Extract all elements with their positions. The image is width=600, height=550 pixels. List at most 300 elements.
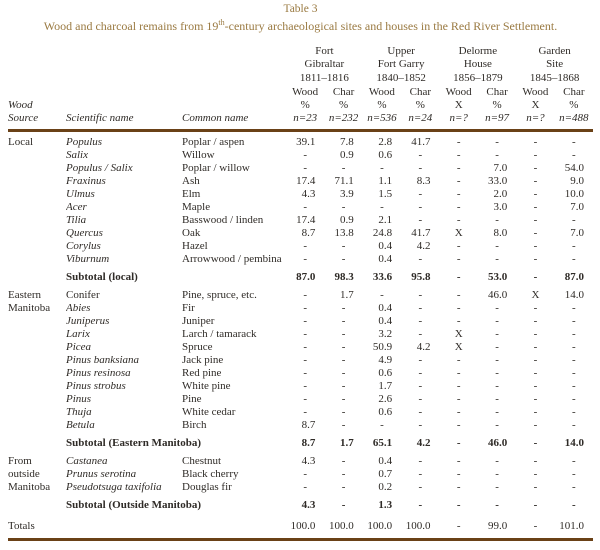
sample-size-label: n=488 xyxy=(559,111,589,124)
value-cell: - xyxy=(418,288,423,301)
species-row xyxy=(8,253,593,266)
common-name-cell: White cedar xyxy=(182,405,236,418)
value-cell: - xyxy=(456,239,461,252)
common-name-cell: Oak xyxy=(182,226,201,239)
value-cell: - xyxy=(456,161,461,174)
wood-charcoal-table xyxy=(8,44,593,541)
table-caption xyxy=(8,16,593,33)
unit-label: X xyxy=(454,98,463,111)
value-cell: 2.0 xyxy=(493,187,508,200)
value-cell: X xyxy=(454,327,463,340)
totals-label: Totals xyxy=(8,519,35,532)
value-cell: - xyxy=(533,314,538,327)
value-cell: 24.8 xyxy=(372,226,393,239)
value-cell: 0.9 xyxy=(340,148,354,161)
value-cell: - xyxy=(571,340,576,353)
common-name-cell: Red pine xyxy=(182,366,222,379)
value-cell: - xyxy=(495,392,499,405)
subcolumn-header xyxy=(555,85,593,130)
species-row xyxy=(8,240,593,253)
value-cell: - xyxy=(456,213,461,226)
scientific-name-cell: Ulmus xyxy=(66,187,95,200)
value-cell: - xyxy=(418,379,423,392)
value-cell: - xyxy=(495,353,499,366)
material-label: Wood xyxy=(445,85,472,98)
common-name-cell: Willow xyxy=(182,148,215,161)
common-name-cell: Jack pine xyxy=(182,353,224,366)
value-cell: 100.0 xyxy=(290,519,316,532)
species-row xyxy=(8,367,593,380)
totals-row xyxy=(8,517,593,540)
common-name-cell: Douglas fir xyxy=(182,480,232,493)
value-cell: 17.4 xyxy=(296,213,316,226)
value-cell: - xyxy=(341,301,346,314)
value-cell: - xyxy=(341,252,346,265)
value-cell: - xyxy=(533,436,538,449)
value-cell: - xyxy=(495,213,499,226)
value-cell: - xyxy=(418,161,423,174)
value-cell: - xyxy=(456,314,461,327)
subtotal-row xyxy=(8,266,593,289)
value-cell: - xyxy=(456,418,461,431)
common-name-cell: Juniper xyxy=(182,314,215,327)
value-cell: 0.4 xyxy=(378,301,393,314)
source-cell xyxy=(8,354,66,367)
value-cell: - xyxy=(495,148,499,161)
common-name-cell: Basswood / linden xyxy=(182,213,264,226)
unit-label: % xyxy=(569,98,579,111)
value-cell: - xyxy=(341,405,346,418)
species-row xyxy=(8,328,593,341)
value-cell: 8.7 xyxy=(301,436,316,449)
value-cell: - xyxy=(456,379,461,392)
value-cell: 7.0 xyxy=(493,161,508,174)
table-header xyxy=(8,44,593,130)
species-row xyxy=(8,393,593,406)
value-cell: - xyxy=(418,498,423,511)
common-name-cell: Maple xyxy=(182,200,211,213)
sample-size-label: n=24 xyxy=(408,111,433,124)
species-row xyxy=(8,289,593,302)
value-cell: - xyxy=(571,418,576,431)
value-cell: 1.7 xyxy=(340,288,354,301)
scientific-name-cell: Pinus strobus xyxy=(66,379,126,392)
sample-size-label: n=? xyxy=(526,111,545,124)
value-cell: - xyxy=(456,187,461,200)
common-name-cell: Birch xyxy=(182,418,207,431)
scientific-name-cell: Larix xyxy=(66,327,90,340)
value-cell: 87.0 xyxy=(296,270,316,283)
value-cell: - xyxy=(418,353,423,366)
scientific-name-cell: Tilia xyxy=(66,213,87,226)
material-label: Char xyxy=(563,85,585,98)
source-cell: outside xyxy=(8,467,40,480)
value-cell: 2.6 xyxy=(378,392,393,405)
value-cell: 14.0 xyxy=(564,436,584,449)
common-name-cell: Black cherry xyxy=(182,467,239,480)
value-cell: - xyxy=(303,392,308,405)
subtotal-label: Subtotal (Eastern Manitoba) xyxy=(66,436,202,449)
common-name-cell: Elm xyxy=(182,187,201,200)
value-cell: - xyxy=(418,314,423,327)
subtotal-label: Subtotal (Outside Manitoba) xyxy=(66,498,202,511)
scientific-name-cell: Populus / Salix xyxy=(66,161,133,174)
value-cell: 46.0 xyxy=(488,436,508,449)
sample-size-label: n=97 xyxy=(485,111,510,124)
value-cell: 33.6 xyxy=(372,270,393,283)
value-cell: 101.0 xyxy=(559,519,584,532)
value-cell: - xyxy=(571,379,576,392)
value-cell: 8.7 xyxy=(301,418,316,431)
value-cell: - xyxy=(341,467,346,480)
value-cell: - xyxy=(380,418,384,431)
unit-label: % xyxy=(377,98,387,111)
source-cell xyxy=(8,201,66,214)
value-cell: - xyxy=(571,405,576,418)
scientific-name-cell: Conifer xyxy=(66,288,100,301)
value-cell: 98.3 xyxy=(334,270,354,283)
value-cell: - xyxy=(571,366,576,379)
value-cell: 3.0 xyxy=(493,200,508,213)
value-cell: - xyxy=(571,454,576,467)
species-row xyxy=(8,481,593,494)
value-cell: - xyxy=(303,239,308,252)
value-cell: - xyxy=(533,270,538,283)
unit-label: % xyxy=(492,98,502,111)
value-cell: - xyxy=(456,270,461,283)
value-cell: - xyxy=(418,418,423,431)
value-cell: - xyxy=(456,467,461,480)
table-number: Table 3 xyxy=(283,3,318,15)
site-name-header: Garden Site xyxy=(538,45,571,70)
sample-size-label: n=? xyxy=(449,111,468,124)
value-cell: - xyxy=(456,200,461,213)
common-name-cell: Fir xyxy=(182,301,195,314)
value-cell: - xyxy=(303,467,308,480)
value-cell: 33.0 xyxy=(488,174,508,187)
value-cell: - xyxy=(533,405,538,418)
source-cell: From xyxy=(8,454,32,467)
value-cell: - xyxy=(303,200,308,213)
value-cell: - xyxy=(495,480,499,493)
value-cell: - xyxy=(418,200,423,213)
source-cell xyxy=(8,494,66,517)
value-cell: - xyxy=(303,353,308,366)
value-cell: - xyxy=(341,498,346,511)
source-cell xyxy=(8,188,66,201)
species-row xyxy=(8,419,593,432)
value-cell: - xyxy=(533,252,538,265)
value-cell: 13.8 xyxy=(334,226,354,239)
scientific-name-cell: Viburnum xyxy=(66,252,110,265)
value-cell: 46.0 xyxy=(488,288,508,301)
value-cell: 87.0 xyxy=(564,270,584,283)
material-label: Wood xyxy=(292,85,319,98)
species-row xyxy=(8,380,593,393)
value-cell: - xyxy=(341,314,346,327)
value-cell: - xyxy=(341,480,346,493)
common-name-cell: Spruce xyxy=(182,340,213,353)
source-cell xyxy=(8,367,66,380)
table-title-block xyxy=(8,3,593,33)
value-cell: - xyxy=(495,379,499,392)
scientific-name-cell: Betula xyxy=(66,418,95,431)
value-cell: - xyxy=(341,239,346,252)
subtotal-label: Subtotal (local) xyxy=(66,270,138,283)
value-cell: - xyxy=(495,498,499,511)
value-cell: - xyxy=(533,327,538,340)
value-cell: 7.8 xyxy=(340,135,354,148)
value-cell: 53.0 xyxy=(488,270,508,283)
common-name-cell: Pine xyxy=(182,392,202,405)
value-cell: - xyxy=(456,135,461,148)
material-label: Char xyxy=(409,85,431,98)
species-row xyxy=(8,201,593,214)
site-name-header: Upper Fort Garry xyxy=(377,45,425,70)
value-cell: 100.0 xyxy=(405,519,431,532)
species-row xyxy=(8,354,593,367)
value-cell: - xyxy=(456,405,461,418)
unit-label: % xyxy=(300,98,310,111)
source-cell xyxy=(8,328,66,341)
value-cell: - xyxy=(341,200,346,213)
column-header-scientific-name: Scientific name xyxy=(66,44,182,130)
value-cell: 3.2 xyxy=(378,327,393,340)
value-cell: - xyxy=(495,467,499,480)
value-cell: 0.6 xyxy=(378,148,393,161)
source-cell: Eastern xyxy=(8,288,41,301)
value-cell: - xyxy=(571,314,576,327)
value-cell: - xyxy=(456,498,461,511)
value-cell: 1.7 xyxy=(378,379,393,392)
value-cell: 2.8 xyxy=(378,135,393,148)
value-cell: 1.1 xyxy=(378,174,393,187)
common-name-cell: Arrowwood / pembina xyxy=(182,252,282,265)
value-cell: 17.4 xyxy=(296,174,316,187)
scientific-name-cell: Castanea xyxy=(66,454,108,467)
value-cell: 0.6 xyxy=(378,405,393,418)
value-cell: - xyxy=(495,418,499,431)
source-cell xyxy=(8,393,66,406)
site-dates-header: 1845–1868 xyxy=(529,71,580,84)
source-cell xyxy=(8,419,66,432)
scientific-name-cell: Pinus banksiana xyxy=(66,353,140,366)
value-cell: - xyxy=(418,213,423,226)
value-cell: 0.7 xyxy=(378,467,393,480)
value-cell: - xyxy=(533,480,538,493)
species-row xyxy=(8,315,593,328)
sample-size-label: n=232 xyxy=(328,111,359,124)
value-cell: - xyxy=(341,353,346,366)
site-dates-header: 1856–1879 xyxy=(453,71,503,84)
source-cell xyxy=(8,227,66,240)
caption-superscript: th xyxy=(218,18,225,27)
value-cell: 41.7 xyxy=(411,226,431,239)
scientific-name-cell: Populus xyxy=(66,135,103,148)
value-cell: - xyxy=(456,436,461,449)
common-name-cell: Ash xyxy=(182,174,200,187)
value-cell: - xyxy=(456,174,461,187)
source-cell: Manitoba xyxy=(8,301,51,314)
material-label: Wood xyxy=(522,85,549,98)
value-cell: - xyxy=(495,366,499,379)
scientific-name-cell: Acer xyxy=(66,200,87,213)
value-cell: - xyxy=(456,480,461,493)
value-cell: 54.0 xyxy=(564,161,584,174)
value-cell: 1.5 xyxy=(378,187,393,200)
species-row xyxy=(8,455,593,468)
species-row xyxy=(8,214,593,227)
value-cell: - xyxy=(533,174,538,187)
scientific-name-cell: Abies xyxy=(66,301,91,314)
value-cell: - xyxy=(533,353,538,366)
material-label: Char xyxy=(486,85,508,98)
source-cell xyxy=(8,406,66,419)
value-cell: - xyxy=(456,252,461,265)
value-cell: - xyxy=(303,327,308,340)
site-dates-header: 1811–1816 xyxy=(299,71,349,84)
site-name-header: Delorme House xyxy=(458,45,498,70)
common-name-cell: Poplar / aspen xyxy=(182,135,245,148)
value-cell: - xyxy=(418,392,423,405)
value-cell: - xyxy=(418,187,423,200)
value-cell: 0.6 xyxy=(378,366,393,379)
common-name-cell: Poplar / willow xyxy=(182,161,250,174)
value-cell: 0.4 xyxy=(378,239,393,252)
value-cell: - xyxy=(380,200,384,213)
value-cell: - xyxy=(533,135,538,148)
value-cell: - xyxy=(533,418,538,431)
value-cell: - xyxy=(495,301,499,314)
subcolumn-header xyxy=(324,85,362,130)
caption-text-pre: Wood and charcoal remains from 19 xyxy=(43,19,219,33)
value-cell: 1.7 xyxy=(340,436,354,449)
value-cell: 4.3 xyxy=(301,187,316,200)
value-cell: - xyxy=(456,454,461,467)
species-row xyxy=(8,188,593,201)
source-cell xyxy=(8,315,66,328)
value-cell: - xyxy=(495,454,499,467)
scientific-name-cell: Corylus xyxy=(66,239,101,252)
source-cell xyxy=(8,162,66,175)
value-cell: X xyxy=(454,226,463,239)
site-name-header: Fort Gibraltar xyxy=(304,45,345,70)
value-cell: 95.8 xyxy=(411,270,431,283)
scientific-name-cell: Pinus xyxy=(66,392,92,405)
source-cell xyxy=(8,214,66,227)
subcolumn-header xyxy=(286,85,324,130)
value-cell: 0.4 xyxy=(378,252,393,265)
value-cell: 4.3 xyxy=(301,454,316,467)
value-cell: - xyxy=(303,340,308,353)
value-cell: 4.2 xyxy=(416,340,431,353)
scientific-name-cell: Fraxinus xyxy=(66,174,106,187)
value-cell: 99.0 xyxy=(488,519,508,532)
species-row xyxy=(8,341,593,354)
value-cell: - xyxy=(341,418,346,431)
source-cell xyxy=(8,175,66,188)
value-cell: - xyxy=(533,161,538,174)
value-cell: - xyxy=(571,480,576,493)
value-cell: - xyxy=(533,498,538,511)
header-row-sites xyxy=(8,44,593,71)
material-label: Char xyxy=(332,85,355,98)
material-label: Wood xyxy=(368,85,395,98)
value-cell: - xyxy=(495,239,499,252)
value-cell: 2.1 xyxy=(378,213,393,226)
value-cell: - xyxy=(571,392,576,405)
value-cell: - xyxy=(418,405,423,418)
value-cell: - xyxy=(456,353,461,366)
value-cell: 8.7 xyxy=(301,226,316,239)
value-cell: 65.1 xyxy=(372,436,393,449)
source-cell xyxy=(8,380,66,393)
scientific-name-cell: Thuja xyxy=(66,405,92,418)
value-cell: - xyxy=(533,148,538,161)
source-cell: Manitoba xyxy=(8,480,51,493)
subcolumn-header xyxy=(363,85,401,130)
value-cell: - xyxy=(533,187,538,200)
value-cell: - xyxy=(341,454,346,467)
value-cell: - xyxy=(303,252,308,265)
value-cell: - xyxy=(456,148,461,161)
common-name-cell: Larch / tamarack xyxy=(182,327,257,340)
value-cell: - xyxy=(341,161,346,174)
common-name-cell: White pine xyxy=(182,379,231,392)
value-cell: - xyxy=(341,379,346,392)
value-cell: 7.0 xyxy=(570,226,584,239)
site-dates-header: 1840–1852 xyxy=(376,71,426,84)
value-cell: 0.9 xyxy=(340,213,354,226)
value-cell: 9.0 xyxy=(570,174,584,187)
value-cell: 3.9 xyxy=(340,187,354,200)
value-cell: - xyxy=(533,366,538,379)
value-cell: 0.4 xyxy=(378,314,393,327)
source-cell xyxy=(8,341,66,354)
value-cell: - xyxy=(533,467,538,480)
value-cell: - xyxy=(303,405,308,418)
value-cell: 4.2 xyxy=(416,436,431,449)
value-cell: - xyxy=(533,239,538,252)
value-cell: - xyxy=(456,301,461,314)
value-cell: - xyxy=(456,519,461,532)
column-header-common-name: Common name xyxy=(182,44,286,130)
species-row xyxy=(8,406,593,419)
value-cell: 41.7 xyxy=(411,135,431,148)
value-cell: - xyxy=(533,519,538,532)
value-cell: 14.0 xyxy=(564,288,584,301)
species-row xyxy=(8,302,593,315)
value-cell: - xyxy=(303,366,308,379)
value-cell: 71.1 xyxy=(334,174,354,187)
scientific-name-cell: Juniperus xyxy=(66,314,110,327)
value-cell: - xyxy=(495,135,499,148)
value-cell: - xyxy=(571,135,576,148)
subcolumn-header xyxy=(440,85,478,130)
value-cell: - xyxy=(533,213,538,226)
value-cell: - xyxy=(341,366,346,379)
value-cell: - xyxy=(418,454,423,467)
value-cell: - xyxy=(533,392,538,405)
value-cell: - xyxy=(380,161,384,174)
value-cell: - xyxy=(303,379,308,392)
value-cell: - xyxy=(533,340,538,353)
value-cell: - xyxy=(495,340,499,353)
value-cell: - xyxy=(341,327,346,340)
value-cell: - xyxy=(303,148,308,161)
scientific-name-cell: Quercus xyxy=(66,226,103,239)
unit-label: % xyxy=(415,98,425,111)
